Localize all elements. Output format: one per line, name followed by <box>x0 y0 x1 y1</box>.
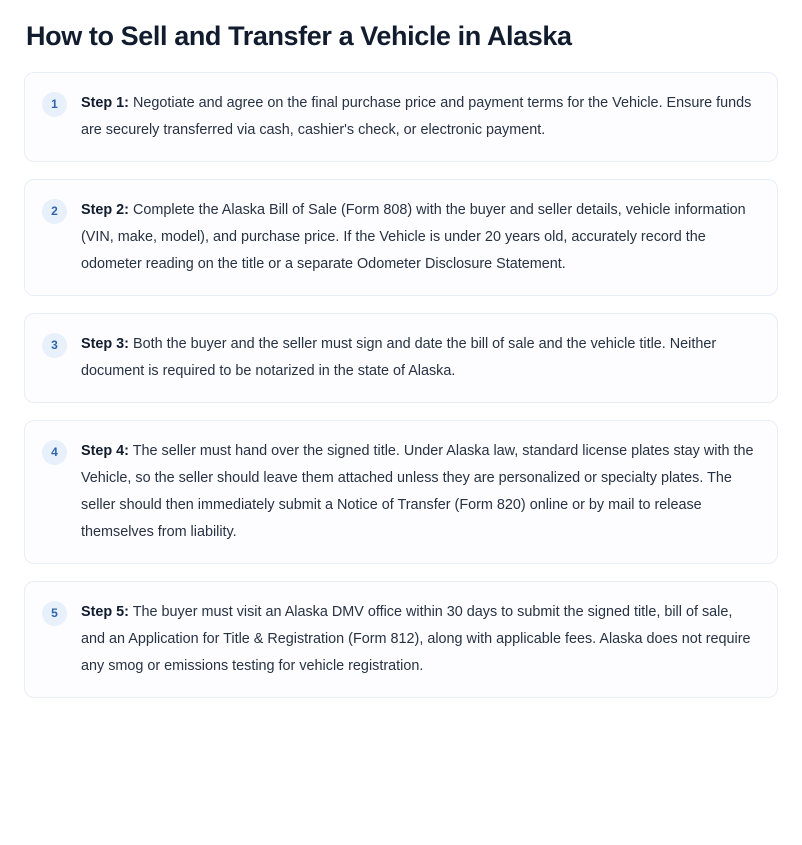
step-number-badge: 1 <box>42 92 67 117</box>
step-body <box>81 90 759 144</box>
step-text: Negotiate and agree on the final purchase price and payment terms for the Vehicle. Ensure funds are securely transferred via cash, cashier's check, or electronic payment. <box>81 94 752 138</box>
step-label: Step 5: <box>81 603 129 620</box>
step-text: Complete the Alaska Bill of Sale (Form 808) with the buyer and seller details, vehicle information (VIN, make, model), and purchase price. If the Vehicle is under 20 years old, accurately record the odometer reading on the title or a separate Odometer Disclosure Statement. <box>81 201 746 272</box>
steps-list <box>24 72 778 698</box>
step-label: Step 1: <box>81 94 129 111</box>
step-number-badge: 4 <box>42 440 67 465</box>
step-label: Step 2: <box>81 201 129 218</box>
step-text: The buyer must visit an Alaska DMV office within 30 days to submit the signed title, bill of sale, and an Application for Title & Registration (Form 812), along with applicable fees. Alaska does not require any smog or emissions testing for vehicle registration. <box>81 603 751 674</box>
list-item <box>24 420 778 564</box>
list-item <box>24 581 778 698</box>
step-label: Step 3: <box>81 335 129 352</box>
step-number-badge: 2 <box>42 199 67 224</box>
step-number-badge: 3 <box>42 333 67 358</box>
step-body <box>81 438 759 546</box>
step-text: Both the buyer and the seller must sign and date the bill of sale and the vehicle title. Neither document is required to be notarized in the state of Alaska. <box>81 335 717 379</box>
step-text: The seller must hand over the signed title. Under Alaska law, standard license plates stay with the Vehicle, so the seller should leave them attached unless they are personalized or specialty plates. The seller should then immediately submit a Notice of Transfer (Form 820) online or by mail to release themselves from liability. <box>81 442 754 540</box>
list-item <box>24 72 778 162</box>
step-body <box>81 331 759 385</box>
list-item <box>24 179 778 296</box>
step-body <box>81 197 759 278</box>
list-item <box>24 313 778 403</box>
step-label: Step 4: <box>81 442 129 459</box>
step-number-badge: 5 <box>42 601 67 626</box>
step-body <box>81 599 759 680</box>
page-title: How to Sell and Transfer a Vehicle in Alaska <box>26 21 572 51</box>
